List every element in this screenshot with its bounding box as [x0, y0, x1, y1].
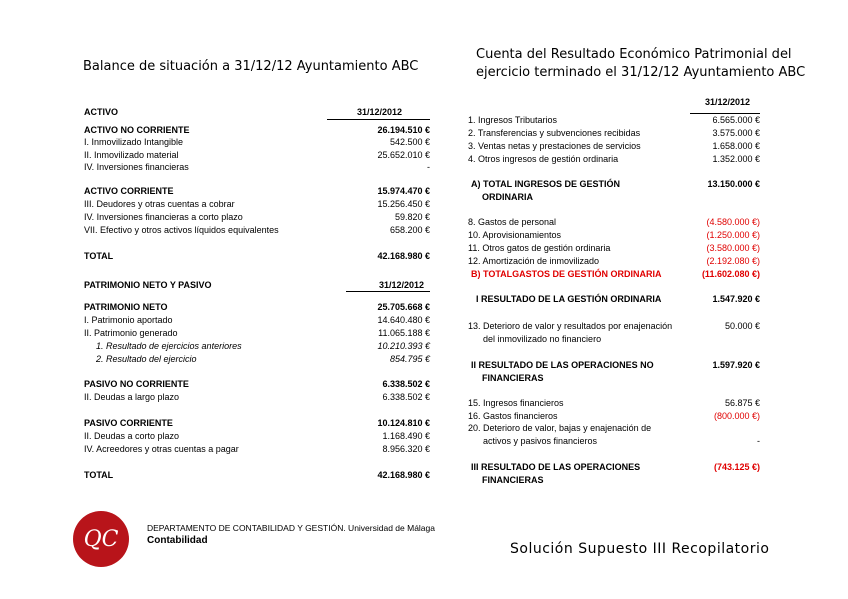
table-row — [84, 340, 430, 352]
row-value: 1.547.920 € — [712, 294, 760, 304]
row-value: 542.500 € — [389, 137, 430, 147]
row-label: 16. Gastos financieros — [468, 411, 558, 421]
table-row — [84, 124, 430, 136]
row-value: 6.338.502 € — [382, 392, 430, 402]
row-label: I RESULTADO DE LA GESTIÓN ORDINARIA — [476, 294, 662, 304]
activo-date-underline — [327, 119, 430, 120]
row-label: TOTAL — [84, 251, 114, 261]
row-label: 2. Transferencias y subvenciones recibidas — [468, 128, 641, 138]
row-value: 3.575.000 € — [712, 128, 760, 138]
row-label: 11. Otros gatos de gestión ordinaria — [468, 243, 611, 253]
row-value: 25.652.010 € — [377, 150, 430, 160]
row-label: del inmovilizado no financiero — [483, 334, 602, 344]
row-label: 15. Ingresos financieros — [468, 398, 564, 408]
row-value: 10.210.393 € — [377, 341, 430, 351]
row-value: 1.658.000 € — [712, 141, 760, 151]
table-row — [468, 216, 760, 228]
table-row — [84, 250, 430, 262]
table-row — [468, 114, 760, 126]
row-label: 10. Aprovisionamientos — [468, 230, 562, 240]
row-value: (3.580.000 €) — [706, 243, 760, 253]
row-label: FINANCIERAS — [482, 373, 544, 383]
pn-date: 31/12/2012 — [378, 280, 424, 290]
row-value: 50.000 € — [724, 321, 760, 331]
row-label: 8. Gastos de personal — [468, 217, 557, 227]
row-value: 1.597.920 € — [712, 360, 760, 370]
table-row — [468, 255, 760, 267]
row-label: VII. Efectivo y otros activos líquidos equivalentes — [84, 225, 279, 235]
row-value: 1.352.000 € — [712, 154, 760, 164]
row-label: IV. Inversiones financieras a corto plazo — [84, 212, 243, 222]
row-label: II. Deudas a corto plazo — [84, 431, 180, 441]
table-row — [468, 461, 760, 473]
row-label: TOTAL — [84, 470, 114, 480]
table-row — [468, 293, 760, 305]
table-row — [468, 422, 760, 434]
row-value: - — [757, 436, 760, 446]
cuenta-date-row — [690, 96, 760, 108]
cuenta-title-line2: ejercicio terminado el 31/12/12 Ayuntamiento ABC — [476, 65, 806, 80]
table-row — [84, 378, 430, 390]
row-label: 12. Amortización de inmovilizado — [468, 256, 600, 266]
row-label: II. Patrimonio generado — [84, 328, 178, 338]
row-value: (800.000 €) — [713, 411, 760, 421]
pn-date-underline — [346, 291, 430, 292]
row-label: 13. Deterioro de valor y resultados por enajenación — [468, 321, 673, 331]
row-value: 10.124.810 € — [377, 418, 430, 428]
row-label: II. Deudas a largo plazo — [84, 392, 180, 402]
row-value: 14.640.480 € — [377, 315, 430, 325]
table-row — [84, 301, 430, 313]
row-label: A) TOTAL INGRESOS DE GESTIÓN — [471, 179, 621, 189]
table-row — [84, 417, 430, 429]
table-row — [468, 320, 760, 332]
row-value: 8.956.320 € — [382, 444, 430, 454]
pn-header-row — [84, 279, 430, 291]
row-label: FINANCIERAS — [482, 475, 544, 485]
row-value: 56.875 € — [724, 398, 760, 408]
row-value: 59.820 € — [394, 212, 430, 222]
table-row — [84, 469, 430, 481]
row-label: B) TOTALGASTOS DE GESTIÓN ORDINARIA — [471, 269, 662, 279]
row-value: 42.168.980 € — [377, 251, 430, 261]
row-label: ORDINARIA — [482, 192, 533, 202]
row-label: ACTIVO NO CORRIENTE — [84, 125, 190, 135]
row-label: III. Deudores y otras cuentas a cobrar — [84, 199, 235, 209]
table-row — [468, 372, 760, 384]
cuenta-date: 31/12/2012 — [704, 97, 750, 107]
table-row — [84, 149, 430, 161]
row-label: PATRIMONIO NETO — [84, 302, 168, 312]
row-value: 854.795 € — [389, 354, 430, 364]
subject-name: Contabilidad — [147, 535, 208, 546]
row-value: (1.250.000 €) — [706, 230, 760, 240]
pn-header: PATRIMONIO NETO Y PASIVO — [84, 280, 212, 290]
row-value: (743.125 €) — [713, 462, 760, 472]
row-value: 42.168.980 € — [377, 470, 430, 480]
table-row — [468, 359, 760, 371]
table-row — [84, 211, 430, 223]
table-row — [468, 268, 760, 280]
row-value: 13.150.000 € — [707, 179, 760, 189]
row-label: 4. Otros ingresos de gestión ordinaria — [468, 154, 619, 164]
cuenta-title-line1: Cuenta del Resultado Económico Patrimonial del — [476, 47, 792, 62]
row-value: 25.705.668 € — [377, 302, 430, 312]
row-label: 1. Resultado de ejercicios anteriores — [96, 341, 242, 351]
row-label: IV. Inversiones financieras — [84, 162, 189, 172]
table-row — [468, 397, 760, 409]
svg-text:QC: QC — [83, 527, 119, 552]
row-value: 11.065.188 € — [378, 328, 430, 338]
row-label: 2. Resultado del ejercicio — [96, 354, 197, 364]
table-row — [468, 333, 760, 345]
row-value: (11.602.080 €) — [701, 269, 760, 279]
row-value: 15.974.470 € — [377, 186, 430, 196]
row-label: PASIVO NO CORRIENTE — [84, 379, 189, 389]
table-row — [84, 430, 430, 442]
row-label: activos y pasivos financieros — [483, 436, 598, 446]
row-label: I. Inmovilizado Intangible — [84, 137, 184, 147]
row-label: 1. Ingresos Tributarios — [468, 115, 558, 125]
table-row — [84, 391, 430, 403]
row-label: PASIVO CORRIENTE — [84, 418, 173, 428]
table-row — [468, 435, 760, 447]
row-value: 15.256.450 € — [377, 199, 430, 209]
row-value: (4.580.000 €) — [706, 217, 760, 227]
row-label: I. Patrimonio aportado — [84, 315, 173, 325]
department-name: DEPARTAMENTO DE CONTABILIDAD Y GESTIÓN. Universidad de Málaga — [147, 523, 435, 533]
table-row — [84, 224, 430, 236]
table-row — [84, 443, 430, 455]
table-row — [84, 161, 430, 173]
activo-header: ACTIVO — [84, 107, 119, 117]
table-row — [84, 327, 430, 339]
activo-date: 31/12/2012 — [356, 107, 402, 117]
row-value: 26.194.510 € — [377, 125, 430, 135]
row-label: II. Inmovilizado material — [84, 150, 179, 160]
row-label: ACTIVO CORRIENTE — [84, 186, 174, 196]
table-row — [468, 127, 760, 139]
row-label: 20. Deterioro de valor, bajas y enajenación de — [468, 423, 652, 433]
table-row — [84, 136, 430, 148]
table-row — [468, 178, 760, 190]
table-row — [468, 474, 760, 486]
table-row — [468, 153, 760, 165]
table-row — [84, 314, 430, 326]
solution-title: Solución Supuesto III Recopilatorio — [510, 541, 770, 557]
table-row — [468, 242, 760, 254]
row-value: - — [427, 162, 430, 172]
row-value: (2.192.080 €) — [706, 256, 760, 266]
table-row — [84, 198, 430, 210]
row-label: 3. Ventas netas y prestaciones de servicios — [468, 141, 641, 151]
row-value: 6.565.000 € — [712, 115, 760, 125]
table-row — [468, 191, 760, 203]
row-label: III RESULTADO DE LAS OPERACIONES — [471, 462, 641, 472]
row-label: II RESULTADO DE LAS OPERACIONES NO — [471, 360, 654, 370]
table-row — [468, 229, 760, 241]
activo-header-row — [84, 106, 430, 118]
row-value: 658.200 € — [389, 225, 430, 235]
row-value: 1.168.490 € — [382, 431, 430, 441]
row-label: IV. Acreedores y otras cuentas a pagar — [84, 444, 239, 454]
table-row — [84, 353, 430, 365]
table-row — [84, 185, 430, 197]
university-logo-icon — [72, 510, 130, 568]
table-row — [468, 140, 760, 152]
table-row — [468, 410, 760, 422]
balance-title: Balance de situación a 31/12/12 Ayuntamiento ABC — [83, 59, 419, 74]
row-value: 6.338.502 € — [382, 379, 430, 389]
